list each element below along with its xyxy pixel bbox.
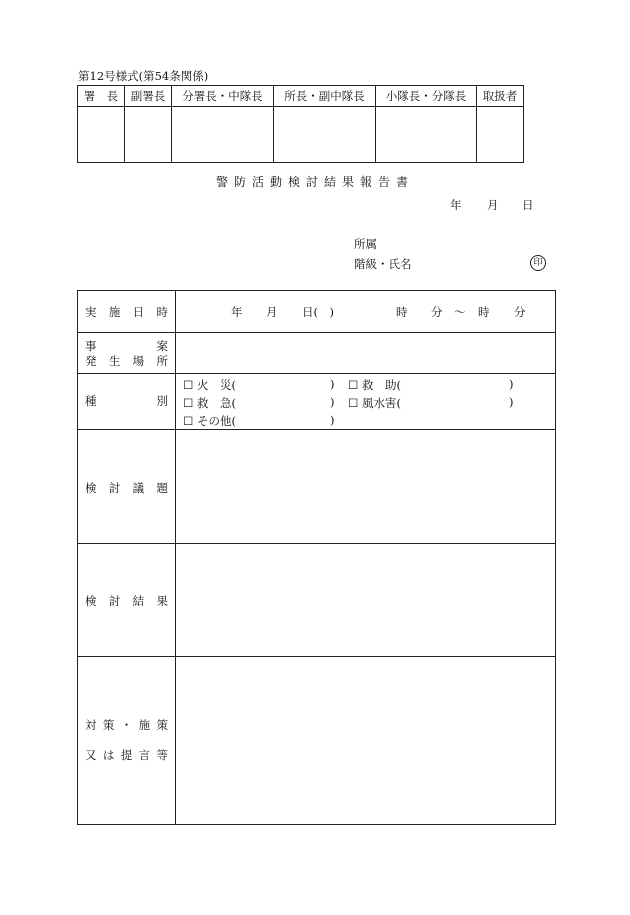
date-day: 日 (522, 198, 534, 212)
type-fire-checkbox[interactable]: ☐ 火 災( (183, 378, 236, 392)
impl-hour-start: 時 (396, 305, 408, 319)
label-char: 等 (156, 748, 168, 762)
seal-mark: 印 (530, 255, 546, 271)
label-char: 題 (156, 481, 168, 495)
form-id: 第12号様式(第54条関係) (78, 69, 209, 83)
label-char: 提 (120, 748, 133, 762)
label-char: 結 (132, 594, 145, 608)
approval-box-handler[interactable] (477, 107, 524, 163)
implementation-datetime-label (78, 304, 175, 320)
report-title: 警防活動検討結果報告書 (215, 175, 414, 189)
approval-box-station-chief[interactable] (274, 107, 376, 163)
type-storm-close: ) (509, 395, 514, 409)
approval-header-platoon-chief: 小隊長・分隊長 (376, 86, 477, 107)
approval-box-deputy-chief[interactable] (125, 107, 172, 163)
report-body-table (77, 290, 556, 825)
row-divider (78, 373, 555, 374)
type-other-close: ) (330, 413, 335, 427)
label-char: 果 (156, 594, 168, 608)
approval-header-chief: 署 長 (78, 86, 125, 107)
approval-header-deputy-chief: 副署長 (125, 86, 172, 107)
label-char: 施 (108, 305, 121, 319)
label-char: 場 (132, 354, 145, 368)
impl-min-start: 分 (431, 305, 443, 319)
type-rescue-close: ) (509, 377, 514, 391)
type-ambulance-checkbox[interactable]: ☐ 救 急( (183, 396, 236, 410)
label-char: 策 (156, 718, 168, 732)
impl-min-end: 分 (514, 305, 526, 319)
label-char: 生 (108, 354, 121, 368)
approval-stamp-table (77, 85, 524, 163)
label-char: 所 (156, 354, 168, 368)
row-divider (78, 543, 555, 544)
approval-box-chief[interactable] (78, 107, 125, 163)
label-char: 日 (132, 305, 145, 319)
incident-label-line2 (78, 353, 175, 369)
row-divider (78, 656, 555, 657)
label-char: 検 (85, 594, 97, 608)
approval-header-handler: 取扱者 (477, 86, 524, 107)
label-char: 又 (85, 748, 97, 762)
label-char: 実 (85, 305, 97, 319)
label-column-divider (175, 291, 176, 824)
measures-label-line1 (78, 717, 175, 733)
label-char: 施 (138, 718, 151, 732)
label-char: 別 (156, 394, 168, 408)
approval-header-branch-chief: 分署長・中隊長 (172, 86, 274, 107)
label-char: 案 (156, 339, 168, 353)
approval-box-branch-chief[interactable] (172, 107, 274, 163)
row-divider (78, 429, 555, 430)
impl-year: 年 (231, 305, 243, 319)
topic-label (78, 480, 175, 496)
label-char: 事 (85, 339, 97, 353)
type-ambulance-close: ) (330, 395, 335, 409)
label-char: 時 (156, 305, 168, 319)
type-fire-close: ) (330, 377, 335, 391)
measures-label-line2 (78, 747, 175, 763)
label-char: は (102, 748, 115, 762)
label-char: 発 (85, 354, 97, 368)
label-char: 議 (132, 481, 145, 495)
row-divider (78, 332, 555, 333)
label-char: 討 (108, 594, 121, 608)
approval-header-station-chief: 所長・副中隊長 (274, 86, 376, 107)
incident-label-line1 (78, 338, 175, 354)
type-other-checkbox[interactable]: ☐ その他( (183, 414, 236, 428)
type-storm-checkbox[interactable]: ☐ 風水害( (348, 396, 401, 410)
impl-tilde: ～ (454, 305, 466, 319)
impl-month: 月 (266, 305, 278, 319)
impl-day: 日( ) (302, 305, 334, 319)
result-label (78, 593, 175, 609)
type-label (78, 393, 175, 409)
date-month: 月 (487, 198, 499, 212)
label-char: 討 (108, 481, 121, 495)
rank-name-label: 階級・氏名 (354, 257, 412, 271)
approval-box-platoon-chief[interactable] (376, 107, 477, 163)
affiliation-label: 所属 (354, 237, 377, 251)
impl-hour-end: 時 (478, 305, 490, 319)
type-rescue-checkbox[interactable]: ☐ 救 助( (348, 378, 401, 392)
label-char: 言 (138, 748, 151, 762)
label-char: 検 (85, 481, 97, 495)
label-char: 策 (102, 718, 115, 732)
label-char: 種 (85, 394, 97, 408)
date-year: 年 (450, 198, 462, 212)
label-char: ・ (120, 718, 133, 732)
label-char: 対 (85, 718, 97, 732)
